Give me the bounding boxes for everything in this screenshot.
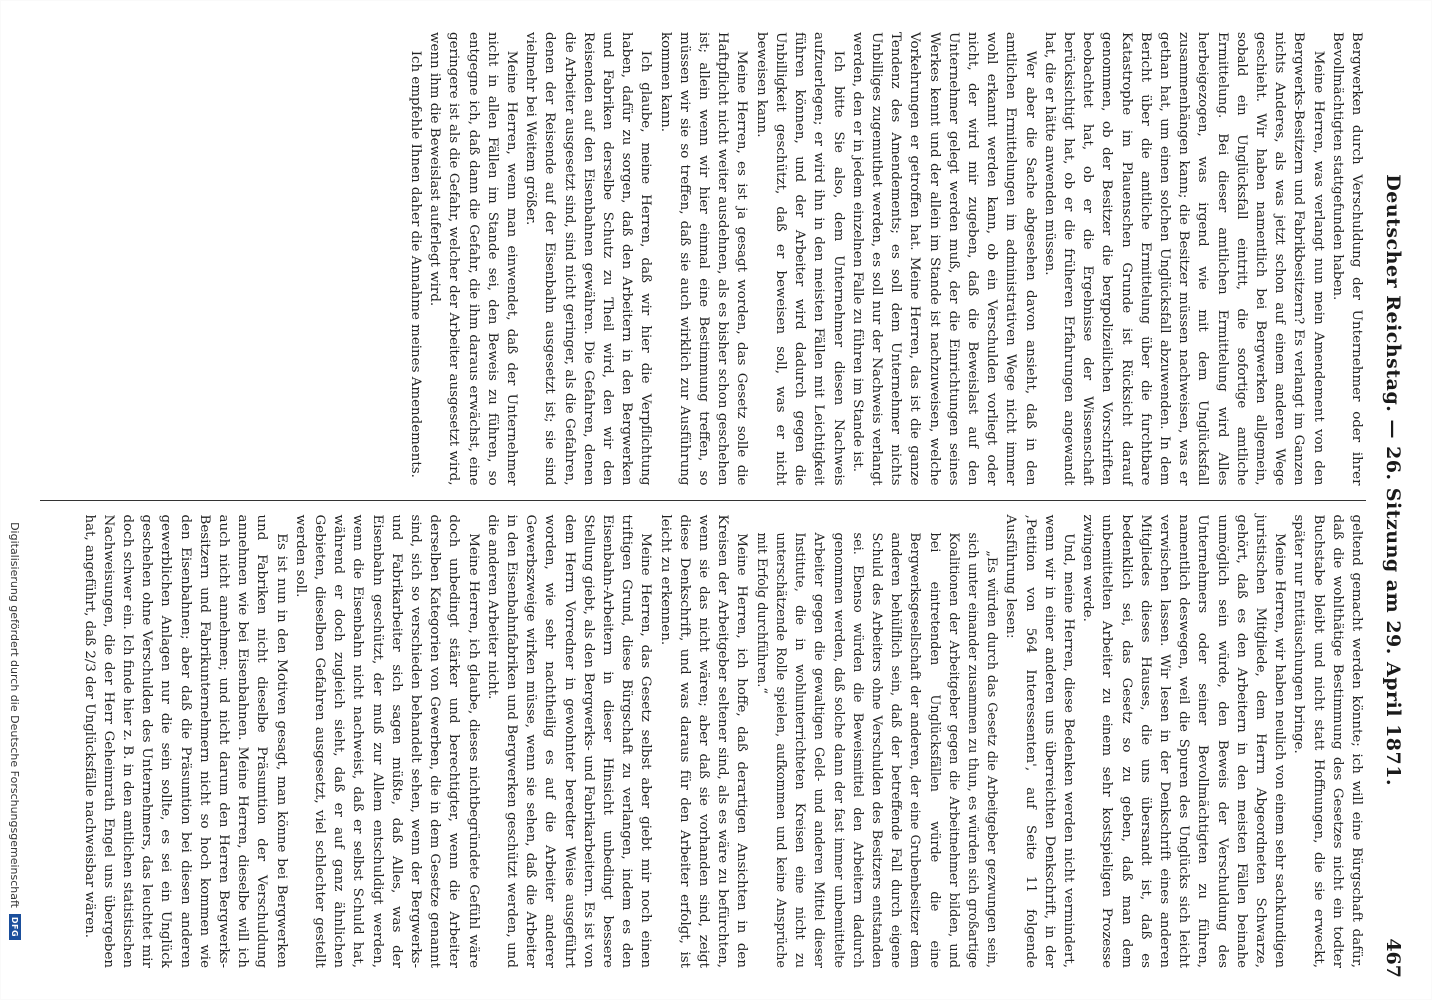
paragraph: Es ist nun in den Motiven gesagt, man könne bei Bergwerken und Fabriken nicht dieselbe Präsumtion der Verschuldung annehmen wie bei Eisenbahnen. Meine Herren, dieselbe will ich auch nicht annehmen; und nicht darum den Herren Bergwerks-Besitzern und Fabrikunternehmern nicht so hoch kommen wie den Eisenbahnen; aber daß die Präsumtion bei diesen anderen gewerblichen Anlagen nur die sein sollte, es sei ein Unglück geschehen ohne Verschulden des Unternehmers, das leuchtet mir doch schwer ein. Ich finde hier z. B. in den amtlichen statistischen Nachweisungen, die der Herr Geheimrath Engel uns übergeben hat, angeführt, daß 2/3 der Unglücksfälle nachweisbar wären. — [81, 514, 289, 968]
running-head: Deutscher Reichstag. — 26. Sitzung am 29. April 1871. — [1382, 174, 1404, 787]
text-columns — [40, 20, 1366, 980]
paragraph: Meine Herren, was verlangt nun mein Amendement von den Bergwerks-Besitzern und Fabrikbesitzern? Es verlangt im Ganzen nichts Anderes, als was jetzt schon auf einem anderen Wege geschieht. Wir haben namentlich bei Bergwerken allgemein, sobald ein Unglücksfall eintritt, die sofortige amtliche Ermittelung. Bei dieser amtlichen Ermittelung wird Alles herbeigezogen, was irgend wie mit dem Unglücksfall zusammenhängen kann; die Besitzer müssen nachweisen, was er gethan hat, um einen solchen Unglücksfall abzuwenden. In dem Bericht über die amtliche Ermittelung über die furchtbare Katastrophe im Plauenschen Grunde ist Rücksicht darauf genommen, ob der Besitzer die bergpolizeilichen Vorschriften beobachtet hat, ob er die Ergebnisse der Wissenschaft berücksichtigt hat, ob er die früheren Erfahrungen angewandt hat, die er hätte anwenden müssen. — [1041, 32, 1326, 486]
paragraph: Wer aber die Sache abgesehen davon ansieht, daß in den amtlichen Ermittelungen im administrativen Wege nicht immer wohl erkannt werden kann, ob ein Verschulden vorliegt oder nicht, der wird mir zugeben, daß die Beweislast auf den Unternehmer gelegt werden muß, der die Einrichtungen seines Werkes kennt und der allein im Stande ist nachzuweisen, welche Vorkehrungen er getroffen hat. Meine Herren, das ist die ganze Tendenz des Amendements; es soll dem Unternehmer nichts Unbilliges zugemuthet werden, es soll nur der Nachweis verlangt werden, den er in jedem einzelnen Falle zu führen im Stande ist. — [849, 32, 1038, 486]
page-number: 467 — [1382, 938, 1404, 978]
paragraph: Meine Herren, ich hoffe, daß derartigen Ansichten in den Kreisen der Arbeitgeber seltener sind, als es wäre zu befürchten, wenn sie das nicht wären; aber daß sie vorhanden sind, zeigt diese Denkschrift, und was daraus für den Arbeiter erfolgt, ist leicht zu erkennen. — [657, 514, 750, 968]
paragraph: Meine Herren, ich glaube, dieses nichtbegründete Gefühl wäre doch unbedingt stärker und berechtigter, wenn die Arbeiter derselben Kategorien von Gewerben, die in dem Gesetze genannt sind, sich so verschieden behandelt sehen, wenn der Bergwerks- und Fabrikarbeiter sich sagen müßte, daß Alles, was der Eisenbahn geschützt, der muß zur Allem entschuldigt werden, wenn die Eisenbahn nicht nachweist, daß er selbst Schuld hat, während er doch zugleich sieht, daß er auf ganz ähnlichen Gebieten, dieselben Gefahren ausgesetzt, viel schlechter gestellt werden soll. — [292, 514, 481, 968]
paragraph: Ich glaube, meine Herren, daß wir hier die Verpflichtung haben, dafür zu sorgen, daß den Arbeitern in den Bergwerken und Fabriken derselbe Schutz zu Theil wird, den wir den Reisenden auf den Eisenbahnen gewähren. Die Gefahren, denen die Arbeiter ausgesetzt sind, sind nicht geringer, als die Gefahren, denen der Reisende auf der Eisenbahn ausgesetzt ist; sie sind vielmehr bei Weitem größer. — [523, 32, 654, 486]
right-column — [40, 503, 1366, 981]
paragraph: Ich bitte Sie also, dem Unternehmer diesen Nachweis aufzuerlegen; er wird ihn in den meisten Fällen mit Leichtigkeit führen können, und der Arbeiter wird dadurch gegen die Unbilligkeit geschützt, daß er beweisen soll, was er nicht beweisen kann. — [753, 32, 846, 486]
paragraph: Meine Herren, wir haben neulich von einem sehr sachkundigen juristischen Mitgliede, dem Herrn Abgeordneten Schwarze, gehört, daß es den Arbeitern in den meisten Fällen beinahe unmöglich sein würde, den Beweis der Verschuldung des Unternehmers oder seiner Bevollmächtigten zu führen, namentlich deswegen, weil die Spuren des Unglücks sich leicht verwischen lassen. Wir lesen in der Denkschrift eines anderen Mitgliedes dieses Hauses, die uns übersandt ist, daß es bedenklich sei, das Gesetz so zu geben, daß man dem unbemittelten Arbeiter zu einem sehr kostspieligen Prozesse zwingen werde. — [1080, 514, 1288, 968]
page-footer — [6, 60, 24, 940]
paragraph: Und, meine Herren, diese Bedenken werden nicht vermindert, wenn wir in einer anderen uns überreichten Denkschrift, in der ‚Petition von 564 Interessenten', auf Seite 11 folgende Ausführung lesen: — [1003, 514, 1076, 968]
paragraph: Bergwerken durch Verschuldung der Unternehmer oder ihrer Bevollmächtigten stattgefunden haben. — [1329, 32, 1364, 486]
quoted-passage: „Es würden durch das Gesetz die Arbeitgeber gezwungen sein, sich unter einander zusammen zu thun, es würden sich großartige Koalitionen der Arbeitgeber gegen die Arbeitnehmer bilden, und bei eintretenden Unglücksfällen würde die eine Bergwerksgesellschaft der anderen, der eine Grubenbesitzer dem anderen behülflich sein, daß der betreffende Fall durch eigene Schuld des Arbeiters ohne Verschulden des Besitzers entstanden sei. Ebenso würden die Beweismittel den Arbeitern dadurch genommen werden, daß solche dann der fast immer unbemittelte Arbeiter gegen die gewaltigen Geld- und anderen Mittel dieser Institute, die in wohlunterrichteten Kreisen eine nicht zu unterschätzende Rolle spielen, aufkommen und keine Ansprüche mit Erfolg durchführen.“ — [753, 532, 1000, 968]
left-column — [40, 20, 1366, 498]
paragraph: geltend gemacht werden könnte; ich will eine Bürgschaft dafür, daß die wohlthätige Bestimmung des Gesetzes nicht ein todter Buchstabe bleibt und nicht statt Hoffnungen, die sie erweckt, später nur Enttäuschungen bringe. — [1291, 514, 1364, 968]
column-divider — [40, 500, 1366, 501]
paragraph: Meine Herren, es ist ja gesagt worden, das Gesetz solle die Haftpflicht nicht weiter ausdehnen, als es bisher schon geschehen ist; allein wenn wir hier einmal eine Bestimmung treffen, so müssen wir sie so treffen, daß sie auch wirklich zur Ausführung kommen kann. — [657, 32, 750, 486]
digitization-credit: Digitalisierung gefördert durch die Deutsche Forschungsgemeinschaft — [8, 522, 22, 908]
page-header — [1374, 22, 1404, 978]
paragraph: Ich empfehle Ihnen daher die Annahme meines Amendements. — [408, 50, 424, 478]
paragraph: Meine Herren, das Gesetz selbst aber giebt mir noch einen triftigen Grund, diese Bürgschaft zu verlangen, indem es den Eisenbahn-Arbeitern in dieser Hinsicht unbedingt bessere Stellung giebt, als den Bergwerks- und Fabrikarbeitern. Es ist von dem Herrn Vorredner in gewohnter beredter Weise ausgeführt worden, wie sehr nachtheilig es auf die Arbeiter anderer Gewerbszweige wirken müsse, wenn sie sehen, daß die Arbeiter in den Eisenbahnfabriken und Bergwerken geschützt werden, und die anderen Arbeiter nicht. — [484, 514, 654, 968]
paragraph: Meine Herren, wenn man einwendet, daß der Unternehmer nicht in allen Fällen im Stande sei, den Beweis zu führen, so entgegne ich, daß dann die Gefahr, die ihm daraus erwächst, eine geringere ist als die Gefahr, welcher der Arbeiter ausgesetzt wird, wenn ihm die Beweislast auferlegt wird. — [427, 32, 520, 486]
dfg-logo: DFG — [9, 914, 21, 940]
